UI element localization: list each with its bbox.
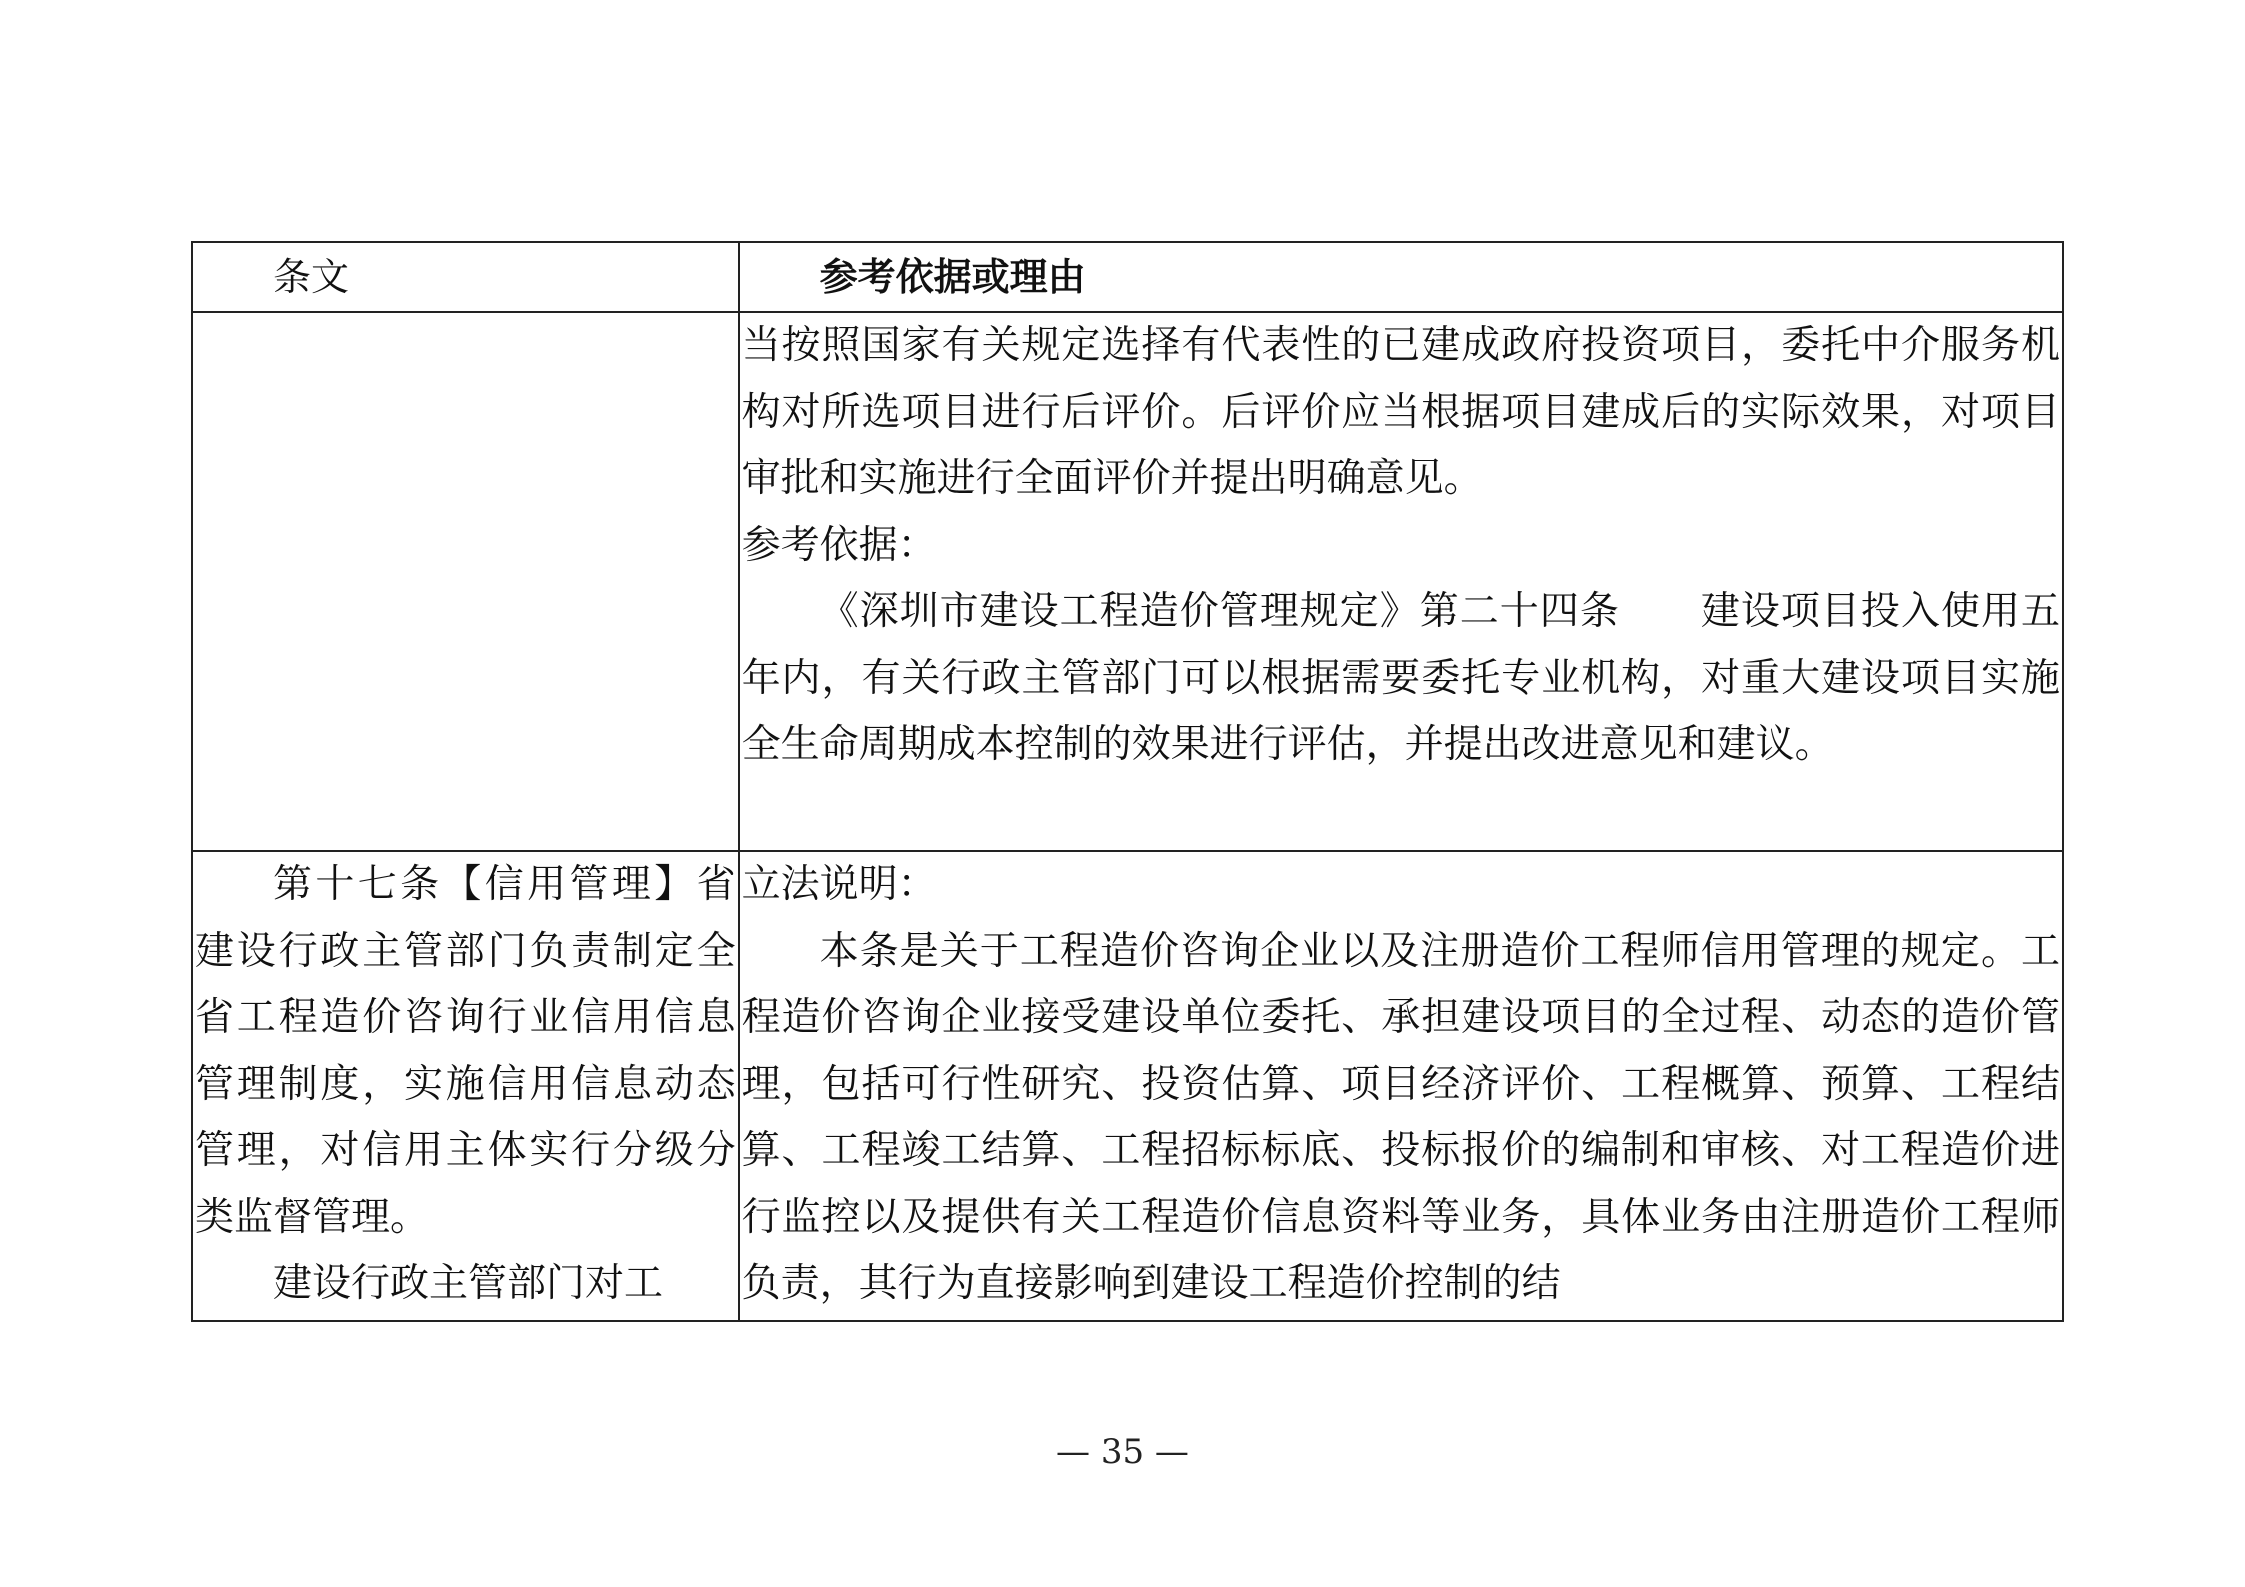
table-header-row <box>192 242 2063 312</box>
provision-article: 第十七条【信用管理】省建设行政主管部门负责制定全省工程造价咨询行业信用信息管理制度，实施信用信息动态管理，对信用主体实行分级分类监督管理。 <box>195 862 736 1240</box>
basis-cell <box>739 851 2063 1321</box>
provision-cell <box>192 851 739 1321</box>
provision-cell <box>192 312 739 851</box>
citation-body: 建设项目投入使用五年内，有关行政主管部门可以根据需要委托专业机构，对重大建设项目实施全生命周期成本控制的效果进行评估，并提出改进意见和建议。 <box>741 589 2060 767</box>
basis-paragraph: 当按照国家有关规定选择有代表性的已建成政府投资项目，委托中介服务机构对所选项目进行后评价。后评价应当根据项目建成后的实际效果，对项目审批和实施进行全面评价并提出明确意见。 <box>741 323 2060 501</box>
table-row <box>192 851 2063 1321</box>
header-basis <box>739 242 2063 312</box>
header-provision-label: 条文 <box>273 255 350 299</box>
header-basis-label: 参考依据或理由 <box>819 254 1086 299</box>
basis-heading: 参考依据： <box>741 522 937 568</box>
provision-article-continued: 建设行政主管部门对工 <box>273 1261 664 1306</box>
basis-cell <box>739 312 2063 851</box>
provision-table <box>191 241 2064 1322</box>
table-row <box>192 312 2063 851</box>
legislative-note-heading: 立法说明： <box>741 862 937 907</box>
page-number: — 35 — <box>1056 1432 1189 1472</box>
legislative-note-body: 本条是关于工程造价咨询企业以及注册造价工程师信用管理的规定。工程造价咨询企业接受建设单位委托、承担建设项目的全过程、动态的造价管理，包括可行性研究、投资估算、项目经济评价、工程概算、预算、工程结算、工程竣工结算、工程招标标底、投标报价的编制和审核、对工程造价进行监控以及提供有关工程造价信息资料等业务，具体业务由注册造价工程师负责，其行为直接影响到建设工程造价控制的结 <box>741 928 2060 1306</box>
basis-citation <box>742 579 2060 779</box>
header-provision <box>192 242 739 312</box>
citation-source: 《深圳市建设工程造价管理规定》第二十四条 <box>819 589 1620 634</box>
